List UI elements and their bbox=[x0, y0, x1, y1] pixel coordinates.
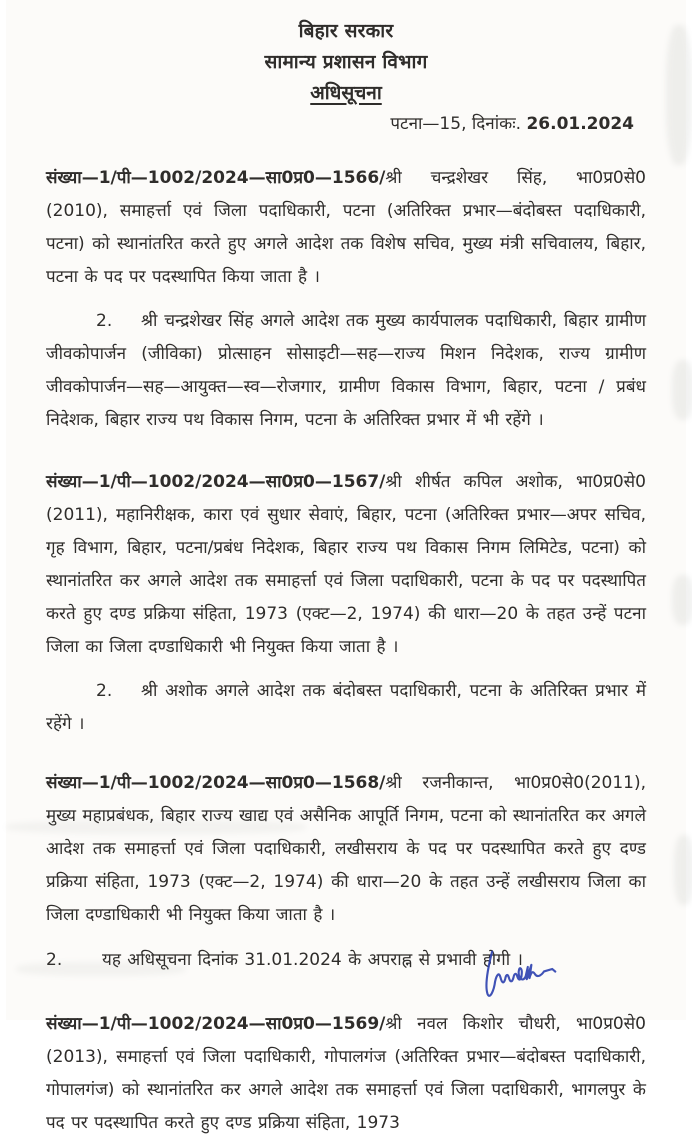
paragraph-number: 2. bbox=[96, 681, 113, 701]
document-header bbox=[46, 16, 646, 109]
scan-bleed-artifact bbox=[666, 25, 692, 165]
place-date-line bbox=[46, 112, 646, 136]
reference-number: संख्या—1/पी—1002/2024—सा0प्र0—1568/ bbox=[46, 773, 386, 793]
place-date-prefix: पटना—15, दिनांकः. bbox=[390, 114, 527, 134]
scan-bleed-artifact bbox=[672, 575, 692, 625]
signature-ink-icon bbox=[476, 943, 564, 1007]
paragraph: संख्या—1/पी—1002/2024—सा0प्र0—1568/श्री रजनीकान्त, भा0प्र0से0(2011), मुख्य महाप्रबंधक, बिहार राज्य खाद्य एवं असैनिक आपूर्ति निगम, पटना को स्थानांतरित कर अगले आदेश तक समाहर्त्ता एवं जिला पदाधिकारी, लखीसराय के पद पर पदस्थापित करते हुए दण्ड प्रक्रिया संहिता, 1973 (एक्ट—2, 1974) की धारा—20 के तहत उन्हें लखीसराय जिला का जिला दण्डाधिकारी भी नियुक्त किया जाता है । bbox=[46, 773, 646, 925]
paragraph: संख्या—1/पी—1002/2024—सा0प्र0—1567/श्री शीर्षत कपिल अशोक, भा0प्र0से0 (2011), महानिरीक्षक, कारा एवं सुधार सेवाएं, बिहार, पटना (अतिरिक्त प्रभार—अपर सचिव, गृह विभाग, बिहार, पटना/प्रबंध निदेशक, बिहार राज्य पथ विकास निगम लिमिटेड, पटना) को स्थानांतरित कर अगले आदेश तक समाहर्त्ता एवं जिला पदाधिकारी, पटना के पद पर पदस्थापित करते हुए दण्ड प्रक्रिया संहिता, 1973 (एक्ट—2, 1974) की धारा—20 के तहत उन्हें पटना जिला का जिला दण्डाधिकारी भी नियुक्त किया जाता है । bbox=[46, 472, 646, 657]
paragraph: 2. श्री अशोक अगले आदेश तक बंदोबस्त पदाधिकारी, पटना के अतिरिक्त प्रभार में रहेंगे । bbox=[46, 675, 646, 741]
reference-number: संख्या—1/पी—1002/2024—सा0प्र0—1569/ bbox=[46, 1014, 386, 1034]
paragraph-number: 2. bbox=[46, 950, 63, 970]
paragraph-number: 2. bbox=[96, 311, 113, 331]
document-title: अधिसूचना bbox=[310, 82, 382, 104]
department-name: सामान्य प्रशासन विभाग bbox=[264, 51, 428, 73]
scan-bleed-artifact bbox=[674, 835, 692, 905]
reference-number: संख्या—1/पी—1002/2024—सा0प्र0—1567/ bbox=[46, 472, 386, 492]
notification-date: 26.01.2024 bbox=[526, 114, 634, 134]
paragraph: 2. श्री चन्द्रशेखर सिंह अगले आदेश तक मुख्य कार्यपालक पदाधिकारी, बिहार ग्रामीण जीवकोपार्जन (जीविका) प्रोत्साहन सोसाइटी—सह—राज्य मिशन निदेशक, राज्य ग्रामीण जीवकोपार्जन—सह—आयुक्त—स्व—रोजगार, ग्रामीण विकास विभाग, बिहार, पटना / प्रबंध निदेशक, बिहार राज्य पथ विकास निगम, पटना के अतिरिक्त प्रभार में भी रहेंगे । bbox=[46, 305, 646, 437]
government-name: बिहार सरकार bbox=[298, 20, 394, 42]
notification-document-page bbox=[6, 0, 686, 1133]
reference-number: संख्या—1/पी—1002/2024—सा0प्र0—1566/ bbox=[46, 168, 386, 188]
signature bbox=[476, 943, 564, 1009]
paragraph: संख्या—1/पी—1002/2024—सा0प्र0—1566/श्री चन्द्रशेखर सिंह, भा0प्र0से0 (2010), समाहर्त्ता एवं जिला पदाधिकारी, पटना (अतिरिक्त प्रभार—बंदोबस्त पदाधिकारी, पटना) को स्थानांतरित करते हुए अगले आदेश तक विशेष सचिव, मुख्य मंत्री सचिवालय, बिहार, पटना के पद पर पदस्थापित किया जाता है । bbox=[46, 168, 646, 287]
paragraph: संख्या—1/पी—1002/2024—सा0प्र0—1569/श्री नवल किशोर चौधरी, भा0प्र0से0 (2013), समाहर्त्ता एवं जिला पदाधिकारी, गोपालगंज (अतिरिक्त प्रभार—बंदोबस्त पदाधिकारी, गोपालगंज) को स्थानांतरित कर अगले आदेश तक समाहर्त्ता एवं जिला पदाधिकारी, भागलपुर के पद पर पदस्थापित करते हुए दण्ड प्रक्रिया संहिता, 1973 bbox=[46, 1014, 646, 1133]
scan-bleed-artifact bbox=[672, 360, 692, 420]
paragraph: 2. यह अधिसूचना दिनांक 31.01.2024 के अपराह्न से प्रभावी होगी । bbox=[46, 944, 646, 977]
